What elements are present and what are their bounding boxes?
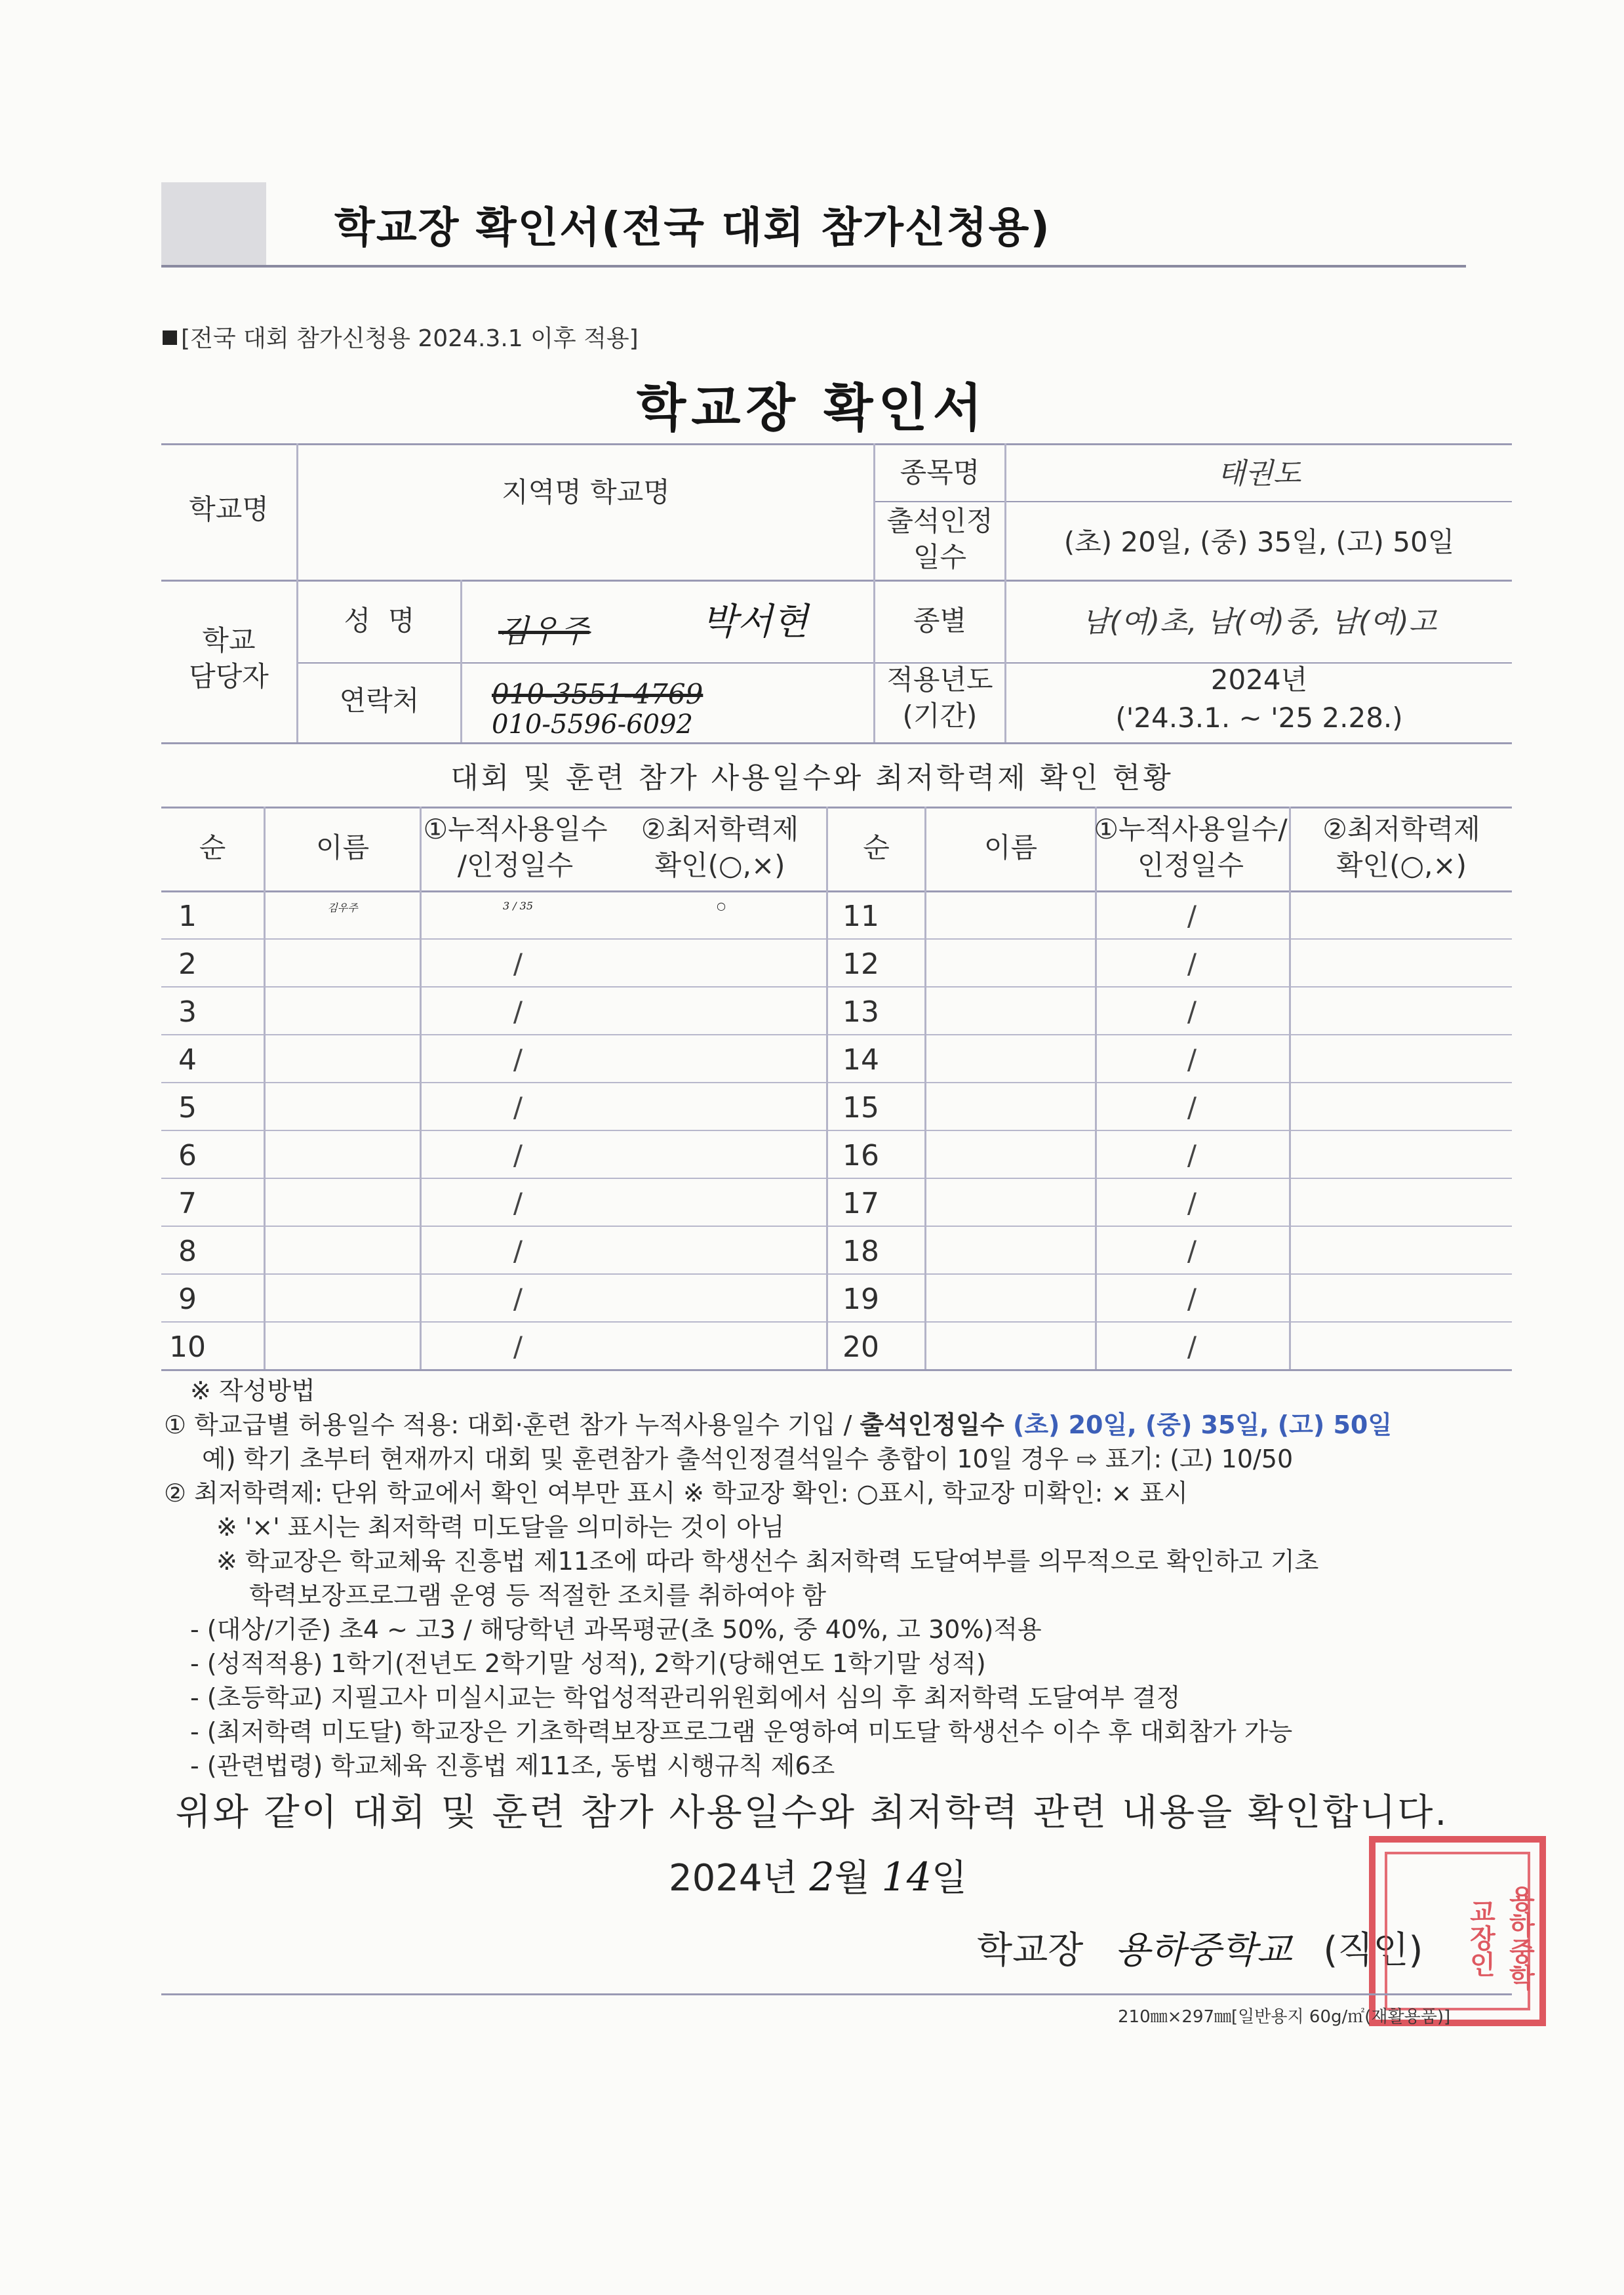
row-days2: /	[1187, 948, 1197, 980]
principal-line	[977, 1921, 1423, 1974]
roster-line-header	[161, 890, 1512, 892]
roster-row-line	[161, 1178, 1512, 1179]
header-rule	[161, 265, 1466, 268]
row-days: /	[513, 1043, 523, 1075]
attendance-label: 출석인정 일수	[886, 505, 993, 573]
row-days2: /	[1187, 1043, 1197, 1075]
roster-vline-4	[924, 807, 926, 1369]
date-month: 2	[809, 1854, 835, 1900]
roster-row-line	[161, 1273, 1512, 1275]
school-value: 지역명 학교명	[502, 476, 670, 508]
note-1-example: 예) 학기 초부터 현재까지 대회 및 훈련참가 출석인정결석일수 총합이 10일 경우 ⇨ 표기: (고) 10/50	[202, 1445, 1294, 1473]
row-days: /	[513, 948, 523, 980]
roster-row-line	[161, 1226, 1512, 1227]
bullet-1: - (대상/기준) 초4 ~ 고3 / 해당학년 과목평균(초 50%, 중 40%, 고 30%)적용	[190, 1615, 1042, 1644]
roster-row-line	[161, 1082, 1512, 1083]
note-1-bold: 출석인정일수	[860, 1410, 1004, 1439]
official-seal	[1369, 1836, 1546, 2026]
row-no: 8	[178, 1235, 197, 1268]
row-days: /	[513, 1091, 523, 1123]
event-value: 태권도	[1217, 457, 1301, 490]
roster-line-top	[161, 807, 1512, 808]
school-label: 학교명	[189, 493, 269, 525]
gender-value: 남(여)초, 남(여)중, 남(여)고	[1081, 605, 1437, 639]
note-1-prefix: ① 학교급별 허용일수 적용: 대회·훈련 참가 누적사용일수 기입 /	[164, 1410, 860, 1439]
row-no2: 20	[842, 1330, 879, 1364]
row-no: 7	[178, 1187, 197, 1220]
date-year: 2024년	[669, 1857, 798, 1900]
notes	[164, 1374, 1515, 1783]
row-no2: 11	[842, 900, 879, 933]
col-days2: ①누적사용일수/ 인정일수	[1094, 813, 1288, 881]
bullet-2: - (성적적용) 1학기(전년도 2학기말 성적), 2학기(당해연도 1학기말 성적)	[190, 1649, 986, 1678]
confirm-text: 위와 같이 대회 및 훈련 참가 사용일수와 최저학력 관련 내용을 확인합니다.	[175, 1791, 1449, 1834]
footer-note: 210㎜×297㎜[일반용지 60g/㎡(재활용품)]	[1118, 2007, 1451, 2027]
note-2-a: ※ '×' 표시는 최저학력 미도달을 의미하는 것이 아님	[216, 1513, 785, 1542]
row-no2: 17	[842, 1187, 879, 1220]
col-check2: ②최저학력제 확인(○,×)	[1322, 813, 1480, 881]
row-no: 2	[178, 948, 197, 981]
col-name2: 이름	[983, 831, 1038, 864]
row-days2: /	[1187, 1091, 1197, 1123]
notes-heading: ※ 작성방법	[190, 1376, 315, 1405]
row-days: /	[513, 1235, 523, 1267]
row-check: ○	[717, 900, 726, 912]
year-value: 2024년	[1210, 664, 1308, 696]
period-value: ('24.3.1. ~ '25 2.28.)	[1115, 702, 1403, 734]
row-days2: /	[1187, 1139, 1197, 1171]
contact-struck: 010-3551-4769	[492, 678, 703, 710]
row-no2: 16	[842, 1139, 879, 1172]
col-check: ②최저학력제 확인(○,×)	[641, 813, 799, 881]
row-days: /	[513, 995, 523, 1028]
col-no2: 순	[863, 831, 890, 864]
info-line-mid	[161, 580, 1512, 582]
row-days2: /	[1187, 1187, 1197, 1219]
row-no: 5	[178, 1091, 197, 1125]
row-days2: /	[1187, 900, 1197, 932]
seal-label: (직인)	[1323, 1929, 1423, 1972]
header-shade	[161, 182, 266, 266]
date-month-unit: 월	[834, 1857, 870, 1900]
row-no: 3	[178, 995, 197, 1029]
footer-rule	[161, 1993, 1512, 1995]
row-no: 6	[178, 1139, 197, 1172]
note-1-blue: (초) 20일, (중) 35일, (고) 50일	[1004, 1410, 1393, 1439]
manager-label: 학교 담당자	[189, 624, 269, 692]
bullet-3: - (초등학교) 지필고사 미실시교는 학업성적관리위원회에서 심의 후 최저학력 도달여부 결정	[190, 1683, 1181, 1712]
roster-row-line	[161, 1034, 1512, 1035]
row-days: /	[513, 1283, 523, 1315]
roster-row-line	[161, 938, 1512, 940]
gender-label: 종별	[913, 605, 967, 637]
info-line-top	[161, 443, 1512, 445]
header-title: 학교장 확인서(전국 대회 참가신청용)	[334, 204, 1051, 252]
bullet-4: - (최저학력 미도달) 학교장은 기초학력보장프로그램 운영하여 미도달 학생선수 이수 후 대회참가 가능	[190, 1717, 1293, 1746]
notice-text: [전국 대회 참가신청용 2024.3.1 이후 적용]	[181, 325, 639, 352]
principal-signature: 용하중학교	[1115, 1929, 1292, 1972]
date	[669, 1849, 967, 1902]
info-vline-4	[460, 580, 462, 742]
roster-row-line	[161, 986, 1512, 988]
row-no: 4	[178, 1043, 197, 1077]
row-days: 3 / 35	[502, 900, 534, 912]
row-no2: 18	[842, 1235, 879, 1268]
note-2: ② 최저학력제: 단위 학교에서 확인 여부만 표시 ※ 학교장 확인: ○표시, 학교장 미확인: × 표시	[164, 1479, 1188, 1507]
row-days: /	[513, 1330, 523, 1363]
row-no: 9	[178, 1283, 197, 1316]
notice	[163, 320, 639, 353]
event-label: 종목명	[900, 456, 980, 489]
row-days2: /	[1187, 1235, 1197, 1267]
row-no2: 15	[842, 1091, 879, 1125]
roster-vline-6	[1289, 807, 1291, 1369]
row-name: 김우주	[327, 902, 358, 914]
row-no2: 13	[842, 995, 879, 1029]
main-title: 학교장 확인서	[636, 379, 988, 438]
row-days2: /	[1187, 1283, 1197, 1315]
section-title: 대회 및 훈련 참가 사용일수와 최저학력제 확인 현황	[450, 761, 1174, 795]
col-days: ①누적사용일수 /인정일수	[423, 813, 608, 881]
square-bullet-icon	[163, 330, 177, 345]
row-no: 1	[178, 900, 197, 933]
roster-vline-1	[264, 807, 266, 1369]
roster-row-line	[161, 1130, 1512, 1131]
row-no2: 14	[842, 1043, 879, 1077]
date-day: 14	[881, 1854, 932, 1900]
seal-text: 용하중학교장인	[1465, 1885, 1535, 1990]
year-label: 적용년도 (기간)	[886, 664, 993, 732]
name-struck: 김우주	[498, 613, 590, 650]
col-name: 이름	[315, 831, 370, 864]
name-label: 성 명	[344, 605, 415, 637]
principal-label: 학교장	[977, 1929, 1084, 1972]
row-no2: 19	[842, 1283, 879, 1316]
contact-value: 010-5596-6092	[492, 709, 693, 740]
info-line-bottom	[161, 742, 1512, 744]
roster-line-bottom	[161, 1369, 1512, 1371]
info-line-event	[875, 501, 1512, 502]
note-1	[164, 1408, 1515, 1442]
row-no2: 12	[842, 948, 879, 981]
contact-label: 연락처	[339, 685, 420, 717]
row-days: /	[513, 1187, 523, 1219]
bullet-5: - (관련법령) 학교체육 진흥법 제11조, 동법 시행규칙 제6조	[190, 1751, 835, 1780]
roster-row-line	[161, 1321, 1512, 1323]
row-days2: /	[1187, 1330, 1197, 1363]
row-days2: /	[1187, 995, 1197, 1028]
date-day-unit: 일	[931, 1857, 968, 1900]
row-no: 10	[169, 1330, 206, 1364]
note-2-b: ※ 학교장은 학교체육 진흥법 제11조에 따라 학생선수 최저학력 도달여부를 의무적으로 확인하고 기초	[216, 1547, 1319, 1576]
attendance-value: (초) 20일, (중) 35일, (고) 50일	[1063, 526, 1455, 558]
row-days: /	[513, 1139, 523, 1171]
note-2-c: 학력보장프로그램 운영 등 적절한 조치를 취하여야 함	[249, 1581, 827, 1610]
col-no: 순	[199, 831, 226, 864]
name-value: 박서현	[702, 601, 808, 643]
